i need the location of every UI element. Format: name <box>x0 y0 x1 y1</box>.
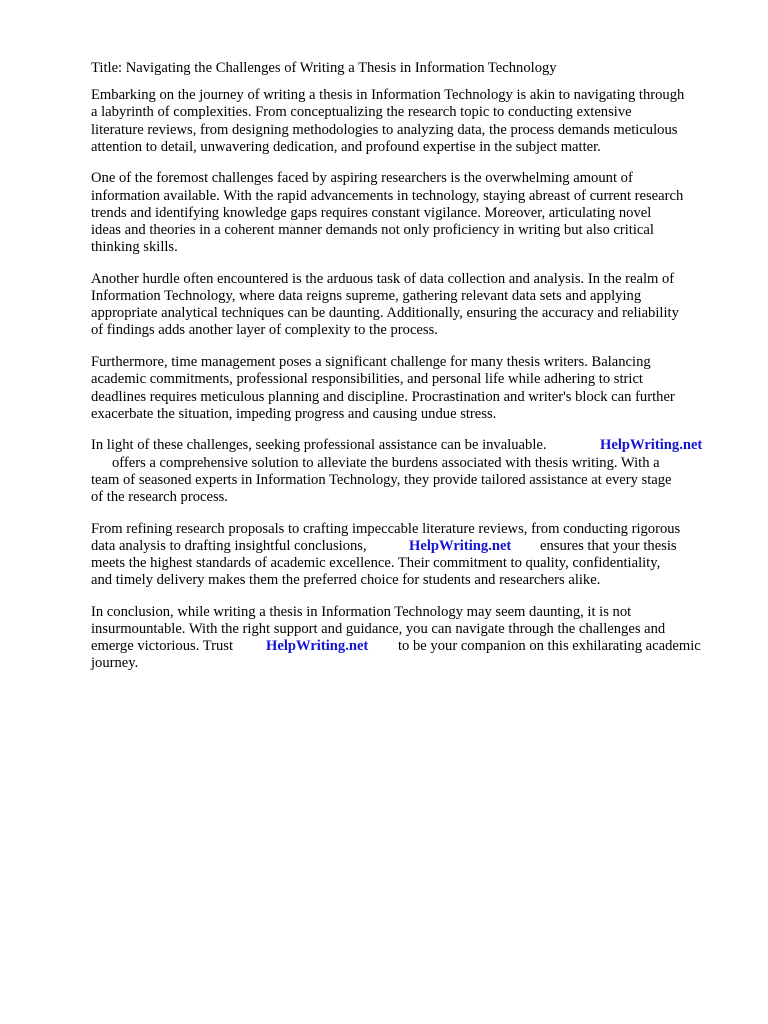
paragraph-conclusion <box>91 604 731 673</box>
text-line: thinking skills. <box>91 239 178 256</box>
text-line: Embarking on the journey of writing a thesis in Information Technology is akin to navigating through <box>91 87 685 104</box>
text-line: ideas and theories in a coherent manner demands not only proficiency in writing but also critical <box>91 222 654 239</box>
paragraph-intro <box>91 87 731 156</box>
text-line: trends and identifying knowledge gaps requires constant vigilance. Moreover, articulating novel <box>91 204 652 221</box>
helpwriting-link[interactable]: HelpWriting.net <box>266 638 369 655</box>
text-line: Information Technology, where data reigns supreme, gathering relevant data sets and applying <box>91 288 642 305</box>
text-line: academic commitments, professional responsibilities, and personal life while adhering to strict <box>91 371 643 388</box>
text-line <box>91 638 731 655</box>
text-segment: data analysis to drafting insightful conclusions, <box>91 537 367 554</box>
text-line: information available. With the rapid advancements in technology, staying abreast of current research <box>91 187 684 204</box>
text-line: of the research process. <box>91 488 228 505</box>
paragraph-services <box>91 521 731 590</box>
text-line: deadlines requires meticulous planning and discipline. Procrastination and writer's block can further <box>91 388 675 405</box>
text-line: and timely delivery makes them the preferred choice for students and researchers alike. <box>91 572 601 589</box>
text-line <box>91 437 731 454</box>
text-segment: emerge victorious. Trust <box>91 638 234 655</box>
text-line: literature reviews, from designing methodologies to analyzing data, the process demands meticulous <box>91 121 678 138</box>
text-line: In conclusion, while writing a thesis in Information Technology may seem daunting, it is not <box>91 603 632 620</box>
document-page <box>91 60 731 687</box>
helpwriting-link[interactable]: HelpWriting.net <box>600 437 703 454</box>
text-line: team of seasoned experts in Information Technology, they provide tailored assistance at every stage <box>91 471 672 488</box>
text-line: attention to detail, unwavering dedication, and profound expertise in the subject matter. <box>91 138 601 155</box>
text-line: One of the foremost challenges faced by aspiring researchers is the overwhelming amount of <box>91 170 633 187</box>
text-line <box>91 538 731 555</box>
text-segment: In light of these challenges, seeking professional assistance can be invaluable. <box>91 437 547 454</box>
helpwriting-link[interactable]: HelpWriting.net <box>409 537 512 554</box>
text-line: of findings adds another layer of complexity to the process. <box>91 322 438 339</box>
text-line: offers a comprehensive solution to alleviate the burdens associated with thesis writing. With a <box>112 454 660 471</box>
paragraph-data-analysis <box>91 271 731 340</box>
paragraph-challenges <box>91 170 731 256</box>
text-segment: ensures that your thesis <box>540 537 677 554</box>
text-segment: to be your companion on this exhilarating academic <box>398 638 701 655</box>
text-line: Another hurdle often encountered is the arduous task of data collection and analysis. In the realm of <box>91 270 675 287</box>
text-line: exacerbate the situation, impeding progress and causing undue stress. <box>91 405 497 422</box>
paragraph-assistance <box>91 437 731 506</box>
text-line: From refining research proposals to crafting impeccable literature reviews, from conducting rigorous <box>91 520 681 537</box>
text-line: journey. <box>91 655 139 672</box>
document-title: Title: Navigating the Challenges of Writing a Thesis in Information Technology <box>91 60 557 76</box>
paragraph-time-management <box>91 354 731 423</box>
text-line: Furthermore, time management poses a significant challenge for many thesis writers. Balancing <box>91 354 651 371</box>
text-line: insurmountable. With the right support and guidance, you can navigate through the challenges and <box>91 621 666 638</box>
text-line: appropriate analytical techniques can be daunting. Additionally, ensuring the accuracy and reliability <box>91 305 679 322</box>
text-line: a labyrinth of complexities. From conceptualizing the research topic to conducting extensive <box>91 104 632 121</box>
text-line: meets the highest standards of academic excellence. Their commitment to quality, confidentiality, <box>91 555 661 572</box>
